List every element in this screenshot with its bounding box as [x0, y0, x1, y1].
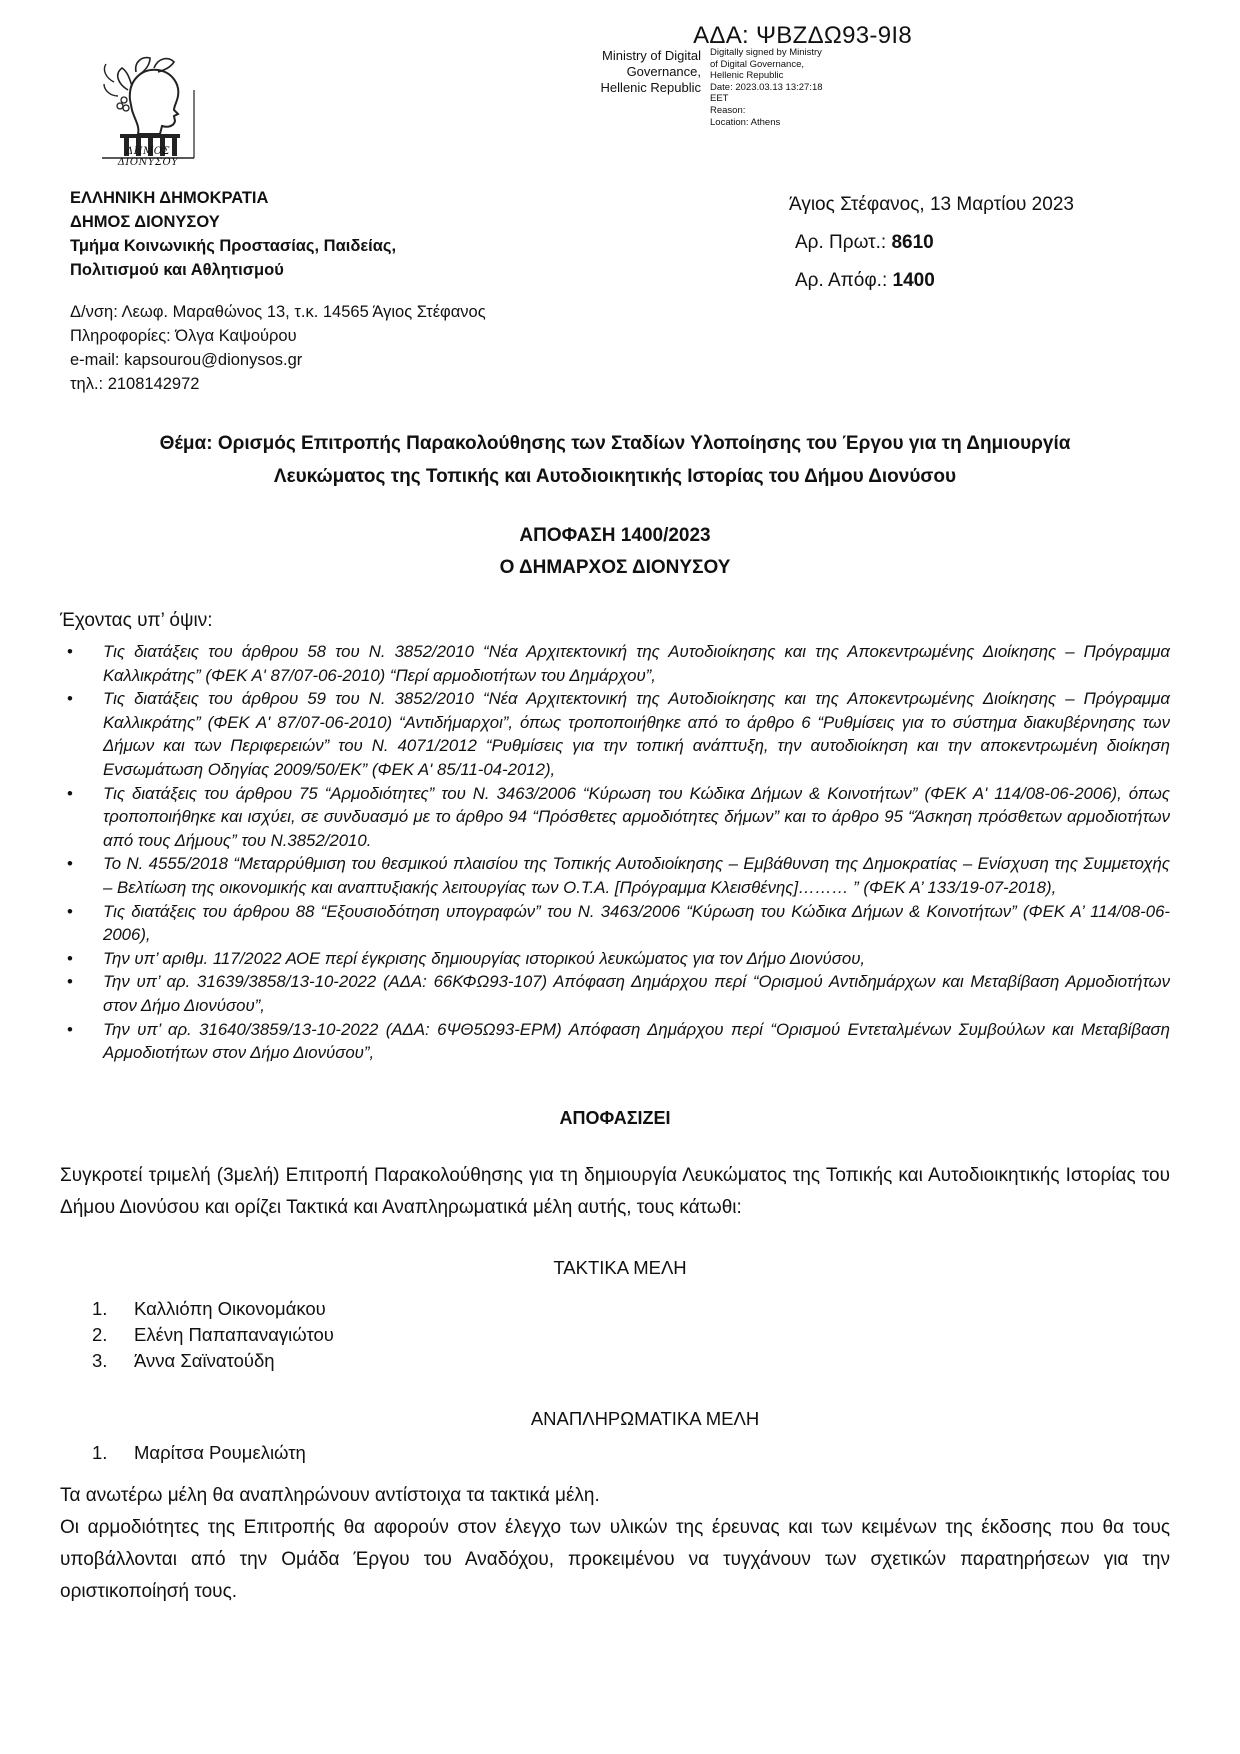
signature-detail-line: Hellenic Republic — [710, 70, 784, 82]
list-item: • Τις διατάξεις του άρθρου 75 “Αρμοδιότητες” του Ν. 3463/2006 “Κύρωση του Κώδικα Δήμων & Κοινοτήτων” (ΦΕΚ Α' 114/08-06-2006), όπως τροποποιήθηκε και ισχύει, σε συνδυασμό με το άρθρο 94 “Πρόσθετες αρμοδιότητες δήμων” και το άρθρο 95 “Άσκηση πρόσθετων αρμοδιοτήτων από τους Δήμους” του Ν.3852/2010. — [67, 783, 1170, 850]
phone-line: τηλ.: 2108142972 — [70, 375, 200, 393]
contact-block — [70, 300, 486, 396]
closing-paragraph: Οι αρμοδιότητες της Επιτροπής θα αφορούν στον έλεγχο των υλικών της έρευνας και των κειμένων της έκδοσης που θα τους υποβάλλονται από την Ομάδα Έργου του Αναδόχου, προκειμένου να τυγχάνουν των σχετικών παρατηρήσεων για την οριστικοποίησή τους. — [60, 1517, 1170, 1602]
alternate-members-title: ΑΝΑΠΛΗΡΩΜΑΤΙΚΑ ΜΕΛΗ — [530, 1408, 760, 1429]
signature-signer-line: Hellenic Republic — [600, 80, 701, 95]
address-line: Δ/νση: Λεωφ. Μαραθώνος 13, τ.κ. 14565 Άγιος Στέφανος — [70, 303, 486, 321]
ada-code: ΑΔΑ: ΨΒΖΔΩ93-9Ι8 — [693, 22, 912, 49]
committee-paragraph: Συγκροτεί τριμελή (3μελή) Επιτροπή Παρακολούθησης για τη δημιουργία Λευκώματος της Τοπικής και Αυτοδιοικητικής Ιστορίας του Δήμου Διονύσου και ορίζει Τακτικά και Αναπληρωματικά μέλη αυτής, τους κάτωθι: — [60, 1165, 1170, 1218]
regular-members-list — [92, 1296, 334, 1374]
subject — [60, 427, 1170, 493]
bullet-icon: • — [67, 901, 73, 921]
issuer-line: ΔΗΜΟΣ ΔΙΟΝΥΣΟΥ — [70, 213, 220, 231]
protocol-value: 8610 — [891, 232, 934, 253]
signature-detail-line: EET — [710, 93, 729, 105]
decision-value: 1400 — [892, 270, 935, 291]
list-item: • Τις διατάξεις του άρθρου 88 “Εξουσιοδότηση υπογραφών” του Ν. 3463/2006 “Κύρωση του Κώδικα Δήμων & Κοινοτήτων” (ΦΕΚ Α’ 114/08-06-2006), — [67, 901, 1170, 945]
list-item: • Την υπ’ αρ. 31640/3859/13-10-2022 (ΑΔΑ: 6ΨΘ5Ω93-ΕΡΜ) Απόφαση Δημάρχου περί “Ορισμού Εντεταλμένων Συμβούλων και Μεταβίβαση Αρμοδιοτήτων στον Δήμο Διονύσου”, — [67, 1019, 1170, 1063]
municipal-logo-icon — [70, 50, 210, 168]
list-item — [92, 1348, 334, 1374]
member-number: 2. — [92, 1324, 108, 1345]
decision-subtitle: Ο ΔΗΜΑΡΧΟΣ ΔΙΟΝΥΣΟΥ — [499, 557, 731, 578]
list-item — [92, 1440, 306, 1466]
decision-title: ΑΠΟΦΑΣΗ 1400/2023 — [519, 525, 711, 546]
signature-detail-line: Digitally signed by Ministry — [710, 47, 822, 58]
signature-signer-line: Ministry of Digital — [602, 48, 701, 63]
signature-detail-line: of Digital Governance, — [710, 58, 804, 70]
member-number: 3. — [92, 1350, 108, 1371]
closing-paragraphs — [60, 1480, 1170, 1608]
list-item: • Τις διατάξεις του άρθρου 58 του Ν. 3852/2010 “Νέα Αρχιτεκτονική της Αυτοδιοίκησης και της Αποκεντρωμένης Διοίκησης – Πρόγραμμα Καλλικράτης” (ΦΕΚ Α' 87/07-06-2010) “Περί αρμοδιοτήτων του Δημάρχου”, — [67, 642, 1170, 685]
alternate-members-list — [92, 1440, 306, 1466]
member-name: Ελένη Παπαπαναγιώτου — [134, 1324, 334, 1345]
legal-basis-list — [60, 640, 1170, 1065]
decides-heading: ΑΠΟΦΑΣΙΖΕΙ — [559, 1108, 671, 1128]
logo-caption: ΔΗΜΟΣ ΔΙΟΝΥΣΟΥ — [117, 146, 179, 168]
decision-number — [795, 262, 1074, 300]
signature-detail-line: Date: 2023.03.13 13:27:18 — [710, 81, 823, 93]
reference-block — [789, 186, 1074, 300]
member-name: Μαρίτσα Ρουμελιώτη — [134, 1442, 306, 1463]
member-name: Άννα Σαϊνατούδη — [134, 1350, 275, 1371]
considering-label: Έχοντας υπ’ όψιν: — [60, 610, 213, 631]
bullet-icon: • — [67, 642, 73, 661]
bullet-icon: • — [67, 783, 73, 803]
decision-heading — [60, 520, 1170, 584]
signature-detail-line: Location: Athens — [710, 116, 781, 128]
issuer-line: Τμήμα Κοινωνικής Προστασίας, Παιδείας, — [70, 237, 397, 255]
subject-line: Θέμα: Ορισμός Επιτροπής Παρακολούθησης των Σταδίων Υλοποίησης του Έργου για τη Δημιουργία — [159, 433, 1071, 454]
list-item: • Την υπ’ αριθμ. 117/2022 ΑΟΕ περί έγκρισης δημιουργίας ιστορικού λευκώματος για τον Δήμο Διονύσου, — [60, 947, 1170, 971]
member-number: 1. — [92, 1298, 108, 1319]
bullet-icon: • — [67, 972, 73, 992]
signature-signer — [583, 48, 701, 96]
bullet-icon: • — [67, 689, 73, 709]
issuer-line: Πολιτισμού και Αθλητισμού — [70, 261, 284, 279]
issuer-block — [70, 186, 396, 282]
signature-details — [710, 47, 823, 128]
list-item: • Τις διατάξεις του άρθρου 59 του Ν. 3852/2010 “Νέα Αρχιτεκτονική της Αυτοδιοίκησης και της Αποκεντρωμένης Διοίκησης – Πρόγραμμα Καλλικράτης” (ΦΕΚ Α' 87/07-06-2010) “Αντιδήμαρχοι”, όπως τροποποιήθηκε από το άρθρο 6 “Ρυθμίσεις για το σύστημα διακυβέρνησης των Δήμων και των Περιφερειών” του Ν. 4071/2012 “Ρυθμίσεις για την τοπική ανάπτυξη, την αυτοδιοίκηση και την αποκεντρωμένη διοίκηση Ενσωμάτωση Οδηγίας 2009/50/ΕΚ” (ΦΕΚ Α' 85/11-04-2012), — [67, 689, 1170, 779]
signature-signer-line: Governance, — [626, 64, 701, 79]
email-line: e-mail: kapsourou@dionysos.gr — [70, 351, 303, 369]
closing-line: Τα ανωτέρω μέλη θα αναπληρώνουν αντίστοιχα τα τακτικά μέλη. — [60, 1485, 600, 1506]
list-item — [92, 1322, 334, 1348]
list-item: • Το Ν. 4555/2018 “Μεταρρύθμιση του θεσμικού πλαισίου της Τοπικής Αυτοδιοίκησης – Εμβάθυνση της Δημοκρατίας – Ενίσχυση της Συμμετοχής – Βελτίωση της οικονομικής και αναπτυξιακής λειτουργίας των Ο.Τ.Α. [Πρόγραμμα Κλεισθένης]……… ” (ΦΕΚ Α’ 133/19-07-2018), — [67, 854, 1170, 897]
bullet-icon: • — [67, 854, 73, 874]
protocol-label: Αρ. Πρωτ.: — [795, 232, 887, 253]
info-line: Πληροφορίες: Όλγα Καψούρου — [70, 327, 297, 345]
member-number: 1. — [92, 1442, 108, 1463]
bullet-icon: • — [67, 1019, 73, 1039]
protocol-number — [795, 224, 1074, 262]
signature-detail-line: Reason: — [710, 104, 746, 116]
member-name: Καλλιόπη Οικονομάκου — [134, 1298, 326, 1319]
bullet-icon: • — [67, 948, 73, 968]
list-item — [92, 1296, 334, 1322]
place-date: Άγιος Στέφανος, 13 Μαρτίου 2023 — [789, 194, 1074, 215]
subject-line: Λευκώματος της Τοπικής και Αυτοδιοικητικής Ιστορίας του Δήμου Διονύσου — [273, 466, 957, 487]
regular-members-title: ΤΑΚΤΙΚΑ ΜΕΛΗ — [553, 1257, 687, 1278]
list-item: • Την υπ’ αρ. 31639/3858/13-10-2022 (ΑΔΑ: 66ΚΦΩ93-107) Απόφαση Δημάρχου περί “Ορισμού Αντιδημάρχων και Μεταβίβαση Αρμοδιοτήτων στον Δήμο Διονύσου”, — [67, 972, 1170, 1015]
issuer-line: ΕΛΛΗΝΙΚΗ ΔΗΜΟΚΡΑΤΙΑ — [70, 189, 269, 207]
decision-label: Αρ. Απόφ.: — [795, 270, 888, 291]
